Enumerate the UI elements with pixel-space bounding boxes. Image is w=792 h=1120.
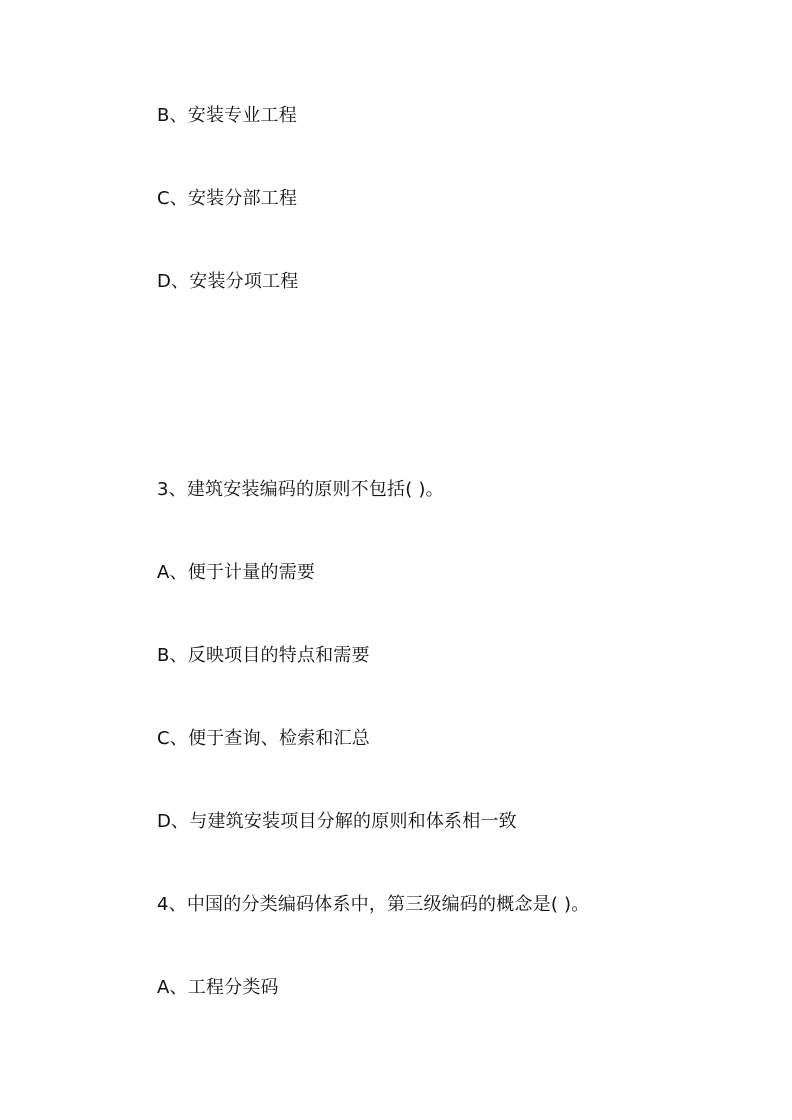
option-c-line: C、安装分部工程	[157, 188, 298, 209]
option-b-line: B、安装专业工程	[157, 105, 297, 126]
question-3-line: 3、建筑安装编码的原则不包括( )。	[157, 479, 444, 500]
question-3-option-b-line: B、反映项目的特点和需要	[157, 645, 370, 666]
question-3-option-a-line: A、便于计量的需要	[157, 562, 316, 583]
option-d-line: D、安装分项工程	[157, 271, 299, 292]
question-3-option-c-line: C、便于查询、检索和汇总	[157, 728, 370, 749]
question-4-line: 4、中国的分类编码体系中，第三级编码的概念是( )。	[157, 894, 590, 915]
question-4-option-a-line: A、工程分类码	[157, 977, 279, 998]
question-3-option-d-line: D、与建筑安装项目分解的原则和体系相一致	[157, 811, 517, 832]
